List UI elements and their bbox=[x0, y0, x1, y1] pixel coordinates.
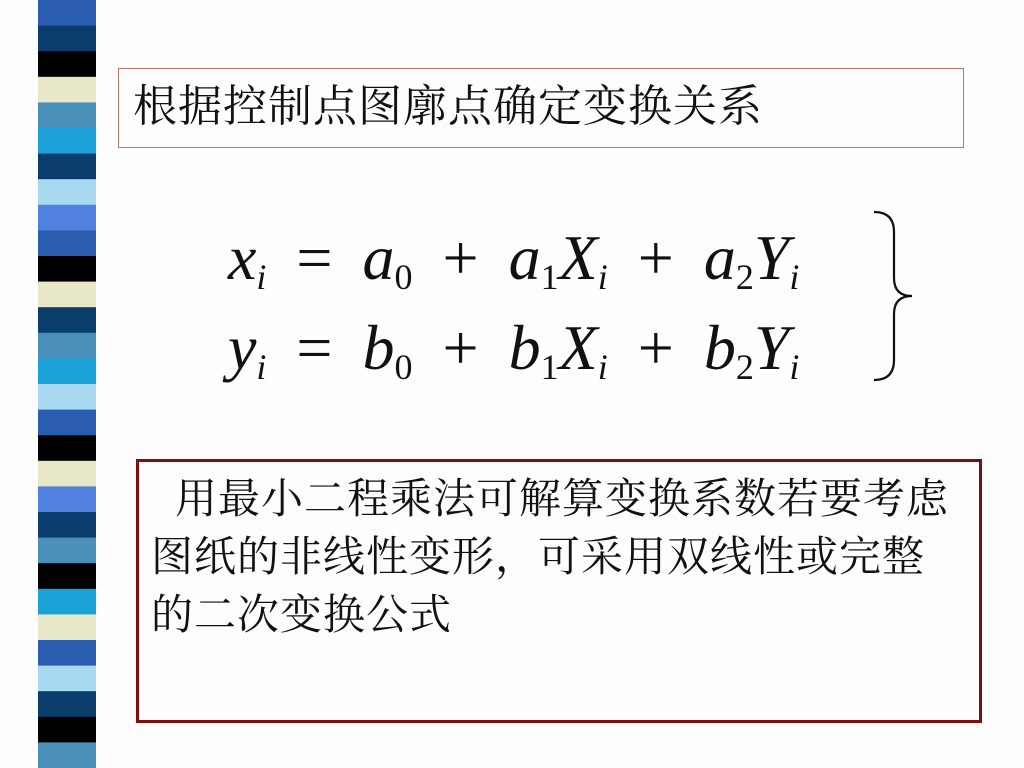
stripe-segment bbox=[38, 205, 96, 231]
stripe-segment bbox=[38, 614, 96, 640]
stripe-segment bbox=[38, 333, 96, 359]
stripe-segment bbox=[38, 486, 96, 512]
equation-x: $x_i = a_0 + a_1X_i + a_2Y_i$ bbox=[228, 222, 800, 297]
plus-sign: + bbox=[442, 222, 479, 293]
var: x bbox=[228, 222, 257, 293]
equals-sign: = bbox=[296, 312, 333, 383]
stripe-segment bbox=[38, 307, 96, 333]
body-text-box bbox=[136, 459, 982, 723]
stripe-segment bbox=[38, 461, 96, 487]
stripe-segment bbox=[38, 0, 96, 26]
stripe-segment bbox=[38, 256, 96, 282]
transformation-formula bbox=[228, 200, 918, 390]
equation-y: $y_i = b_0 + b_1X_i + b_2Y_i$ bbox=[228, 312, 800, 387]
stripe-segment bbox=[38, 179, 96, 205]
stripe-segment bbox=[38, 358, 96, 384]
stripe-segment bbox=[38, 563, 96, 589]
stripe-segment bbox=[38, 435, 96, 461]
title-box bbox=[118, 68, 964, 148]
stripe-segment bbox=[38, 538, 96, 564]
plus-sign: + bbox=[442, 312, 479, 383]
plus-sign: + bbox=[637, 222, 674, 293]
stripe-segment bbox=[38, 384, 96, 410]
stripe-segment bbox=[38, 589, 96, 615]
slide-title: 根据控制点图廓点确定变换关系 bbox=[133, 81, 763, 132]
stripe-segment bbox=[38, 128, 96, 154]
stripe-segment bbox=[38, 230, 96, 256]
decorative-side-stripe bbox=[0, 0, 135, 768]
stripe-segment bbox=[38, 282, 96, 308]
stripe-segment bbox=[38, 154, 96, 180]
stripe-segment bbox=[38, 666, 96, 692]
stripe-segment bbox=[38, 512, 96, 538]
stripe-segment bbox=[38, 410, 96, 436]
stripe-segment bbox=[38, 717, 96, 743]
stripe-segment bbox=[38, 26, 96, 52]
plus-sign: + bbox=[637, 312, 674, 383]
stripe-segment bbox=[38, 77, 96, 103]
equals-sign: = bbox=[296, 222, 333, 293]
stripe-segment bbox=[38, 102, 96, 128]
stripe-segment bbox=[38, 691, 96, 717]
body-paragraph: 用最小二程乘法可解算变换系数若要考虑图纸的非线性变形，可采用双线性或完整的二次变换公式 bbox=[151, 474, 950, 639]
stripe-segment bbox=[38, 742, 96, 768]
stripe-segment bbox=[38, 51, 96, 77]
stripe-segment bbox=[38, 640, 96, 666]
right-brace bbox=[868, 208, 918, 384]
